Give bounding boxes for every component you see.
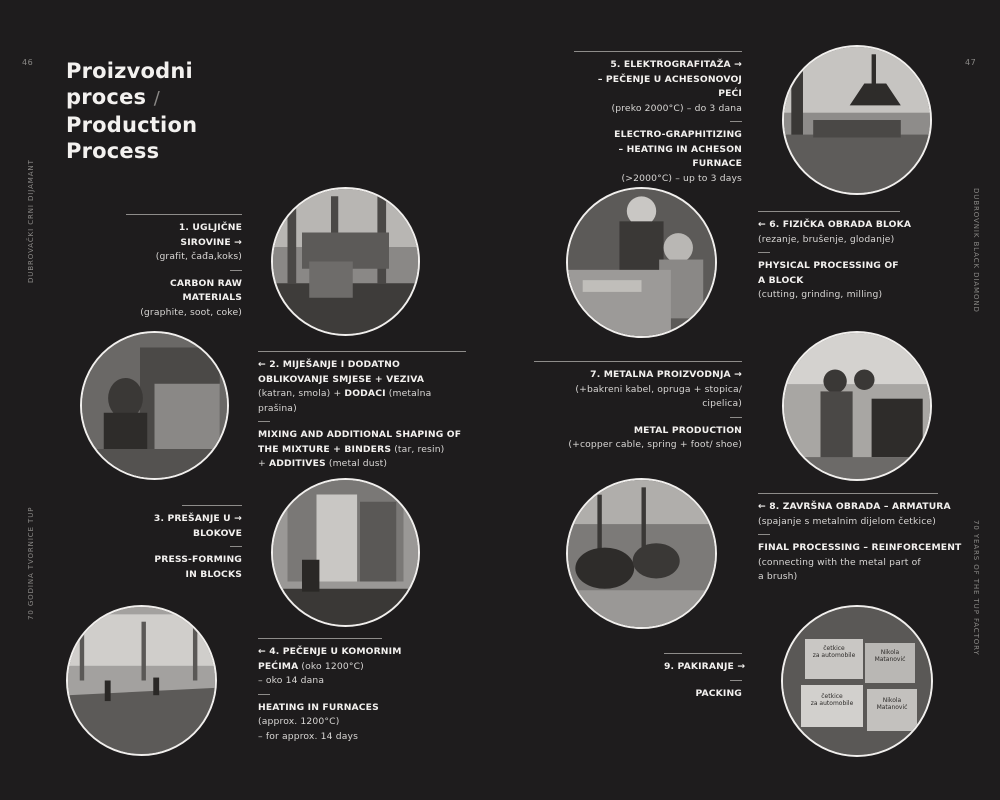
box-label-3-line-1: četkice (821, 693, 843, 700)
step-5-heading-en-a: ELECTRO-GRAPHITIZING (614, 129, 742, 140)
step-5-dash (730, 121, 742, 122)
step-2-en-b: THE MIXTURE + BINDERS (258, 443, 392, 455)
step-4-heading-hr-a: ← 4. PEČENJE U KOMORNIM (258, 646, 402, 657)
step-2-en-b-tail: (tar, resin) (394, 443, 445, 455)
box-label-2-line-2: Matanović (874, 656, 906, 663)
step-1-heading-en: CARBON RAW MATERIALS (169, 277, 242, 303)
step-4-en-a: (approx. 1200°C) (258, 716, 340, 727)
step-1-dash (230, 270, 242, 271)
step-2-hr-bold: DODACI (344, 388, 386, 399)
step-9-dash (730, 680, 742, 681)
step-7 (534, 361, 742, 453)
step-8-dash (758, 534, 770, 535)
page-number-left: 46 (22, 58, 34, 67)
box-label-1-line-1: četkice (823, 645, 845, 652)
step-5-hr-c: (preko 2000°C) – do 3 dana (611, 102, 742, 114)
step-2-en-b-line (258, 443, 466, 458)
step-2-heading-hr-a: ← 2. MIJEŠANJE I DODATNO (258, 359, 400, 370)
step-4 (258, 638, 402, 744)
page-title (66, 58, 266, 164)
step-2-heading-hr-b: OBLIKOVANJE SMJESE + VEZIVA (258, 373, 425, 385)
step-2-hr-mid: (katran, smola) + (258, 388, 342, 399)
title-line-2: proces (66, 85, 147, 109)
step-2 (258, 351, 466, 472)
step-3-heading-en-b: IN BLOCKS (185, 568, 242, 580)
box-label-4 (867, 689, 917, 731)
step-5-rule (574, 51, 742, 52)
step-4-dash (258, 694, 270, 695)
box-label-4-line-1: Nikola (882, 697, 902, 704)
step-4-hr-b-bold: PEĆIMA (258, 660, 299, 672)
step-7-sub-hr: (+bakreni kabel, opruga + stopica/ cipelica) (575, 383, 742, 409)
step-6-heading-hr: ← 6. FIZIČKA OBRADA BLOKA (758, 219, 912, 230)
step-6-sub-en: (cutting, grinding, milling) (758, 289, 883, 300)
step-7-rule (534, 361, 742, 362)
photo-furnaces (66, 605, 217, 756)
step-4-heading-en: HEATING IN FURNACES (258, 701, 379, 713)
photo-mixing (80, 331, 229, 480)
step-9 (664, 653, 746, 701)
step-9-heading-hr: 9. PAKIRANJE → (664, 661, 746, 672)
box-label-1-line-2: za automobile (812, 652, 856, 659)
step-2-dash (258, 421, 270, 422)
title-line-3: Production (66, 113, 198, 137)
step-8-en-b: a brush) (758, 571, 798, 582)
title-line-1: Proizvodni (66, 59, 193, 83)
step-1 (126, 214, 242, 320)
photo-graphitizing (782, 45, 932, 195)
page-number-right: 47 (965, 58, 977, 67)
photo-press-forming (271, 478, 420, 627)
step-9-heading-en: PACKING (695, 687, 742, 699)
step-6 (758, 211, 912, 303)
step-3-heading-hr-b: BLOKOVE (192, 527, 242, 539)
step-8-rule (758, 493, 938, 494)
step-8-sub-hr: (spajanje s metalnim dijelom četkice) (758, 515, 936, 527)
running-head-right-bottom: 70 YEARS OF THE TUP FACTORY (972, 520, 980, 656)
step-6-dash (758, 252, 770, 253)
title-line-4: Process (66, 139, 160, 163)
step-2-hr-line (258, 387, 466, 416)
running-head-left-top: DUBROVAČKI CRNI DIJAMANT (27, 159, 35, 283)
photo-final-processing (566, 478, 717, 629)
step-3-dash (230, 546, 242, 547)
step-4-hr-c: – oko 14 dana (258, 675, 325, 686)
step-3-rule (182, 505, 242, 506)
step-5-heading-en-b: – HEATING IN ACHESON FURNACE (618, 143, 742, 169)
photo-packing (781, 605, 933, 757)
box-label-1 (805, 639, 863, 679)
step-9-rule (664, 653, 742, 654)
photo-metal-production (782, 331, 932, 481)
step-1-sub-en: (graphite, soot, coke) (140, 306, 242, 318)
step-2-en-c-tail: (metal dust) (328, 458, 388, 469)
title-slash: / (153, 88, 160, 109)
step-4-hr-b-line (258, 660, 382, 675)
step-6-rule (758, 211, 900, 212)
step-8-heading-en: FINAL PROCESSING – REINFORCEMENT (758, 542, 962, 553)
step-2-en-a: MIXING AND ADDITIONAL SHAPING OF (258, 429, 462, 440)
step-4-rule (258, 638, 382, 639)
step-8-heading-hr: ← 8. ZAVRŠNA OBRADA – ARMATURA (758, 501, 951, 512)
step-1-sub-hr: (grafit, čađa,koks) (155, 251, 242, 262)
step-5 (574, 51, 742, 186)
step-7-sub-en: (+copper cable, spring + foot/ shoe) (568, 439, 742, 450)
photo-raw-materials (271, 187, 420, 336)
box-label-3-line-2: za automobile (810, 700, 854, 707)
box-label-2 (865, 643, 915, 683)
step-2-en-c-line (258, 457, 466, 472)
step-7-heading-hr: 7. METALNA PROIZVODNJA → (590, 369, 742, 380)
step-1-rule (126, 214, 242, 215)
step-4-hr-b-tail: (oko 1200°C) (301, 660, 364, 672)
step-6-heading-en-b: A BLOCK (758, 274, 804, 286)
box-label-4-line-2: Matanović (876, 704, 908, 711)
step-8-en-a: (connecting with the metal part of (758, 556, 921, 568)
step-3-heading-en-a: PRESS-FORMING (154, 554, 242, 565)
step-6-heading-en-a: PHYSICAL PROCESSING OF (758, 260, 899, 271)
step-6-sub-hr: (rezanje, brušenje, glodanje) (758, 233, 895, 245)
step-5-en-c: (>2000°C) – up to 3 days (621, 172, 742, 184)
step-2-rule (258, 351, 466, 352)
step-5-heading-hr-b: – PEČENJE U ACHESONOVOJ PEĆI (597, 73, 742, 99)
step-3-heading-hr-a: 3. PREŠANJE U → (153, 513, 242, 524)
step-2-hr-tail: (metalna prašina) (258, 388, 432, 414)
step-4-en-b: – for approx. 14 days (258, 730, 358, 742)
step-7-dash (730, 417, 742, 418)
running-head-right-top: DUBROVNIK BLACK DIAMOND (972, 188, 980, 313)
photo-physical-processing (566, 187, 717, 338)
box-label-2-line-1: Nikola (880, 649, 900, 656)
step-8 (758, 493, 962, 585)
step-2-en-c-pre: + (258, 458, 266, 469)
step-1-heading-hr: 1. UGLJIČNE SIROVINE → (178, 222, 242, 248)
step-2-en-c-bold: ADDITIVES (268, 458, 326, 469)
running-head-left-bottom: 70 GODINA TVORNICE TUP (27, 506, 35, 620)
step-7-heading-en: METAL PRODUCTION (633, 424, 742, 436)
box-label-3 (801, 685, 863, 727)
step-5-heading-hr-a: 5. ELEKTROGRAFITAŽA → (610, 59, 742, 70)
step-3 (153, 505, 242, 582)
